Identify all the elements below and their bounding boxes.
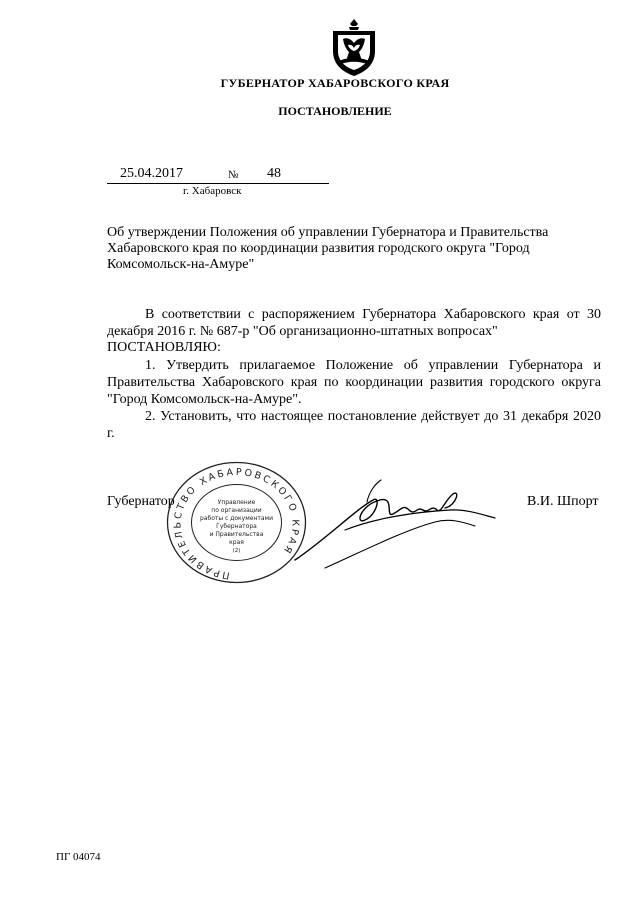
preamble-paragraph: В соответствии с распоряжением Губернатора Хабаровского края от 30 декабря 2016 г. № 687-р "Об организационно-штатных вопросах" xyxy=(107,307,601,339)
document-number: 48 xyxy=(267,166,281,181)
document-subject: Об утверждении Положения об управлении Губернатора и Правительства Хабаровского края по координации развития городского округа "Город Комсомольск-на-Амуре" xyxy=(107,225,549,272)
document-date: 25.04.2017 xyxy=(120,166,183,181)
decree-item-2: 2. Установить, что настоящее постановление действует до 31 декабря 2020 г. xyxy=(107,409,601,441)
date-underline xyxy=(107,183,329,184)
signer-position: Губернатор xyxy=(107,494,175,509)
svg-text:по организации: по организации xyxy=(211,507,262,514)
decree-word: ПОСТАНОВЛЯЮ: xyxy=(107,340,221,355)
footer-code: ПГ 04074 xyxy=(56,851,101,863)
date-number-row xyxy=(107,166,329,184)
svg-text:и Правительства: и Правительства xyxy=(209,531,264,538)
document-city: г. Хабаровск xyxy=(183,185,242,197)
svg-text:края: края xyxy=(229,539,244,546)
document-type: ПОСТАНОВЛЕНИЕ xyxy=(278,104,392,118)
issuer-title: ГУБЕРНАТОР ХАБАРОВСКОГО КРАЯ xyxy=(220,76,450,90)
decree-item-1: 1. Утвердить прилагаемое Положение об управлении Губернатора и Правительства Хабаровского края по координации развития городского округа "Город Комсомольск-на-Амуре". xyxy=(107,358,601,407)
svg-text:(2): (2) xyxy=(232,548,241,554)
handwritten-signature-icon xyxy=(285,470,500,570)
signer-name: В.И. Шпорт xyxy=(527,494,599,509)
coat-of-arms-icon xyxy=(329,17,379,77)
svg-text:работы с документами: работы с документами xyxy=(200,515,273,522)
svg-text:Управление: Управление xyxy=(217,499,256,506)
number-sign: № xyxy=(228,169,239,181)
svg-text:Губернатора: Губернатора xyxy=(216,523,257,530)
svg-text:ПРАВИТЕЛЬСТВО ХАБАРОВСКОГО КРА: ПРАВИТЕЛЬСТВО ХАБАРОВСКОГО КРАЯ xyxy=(172,466,301,581)
